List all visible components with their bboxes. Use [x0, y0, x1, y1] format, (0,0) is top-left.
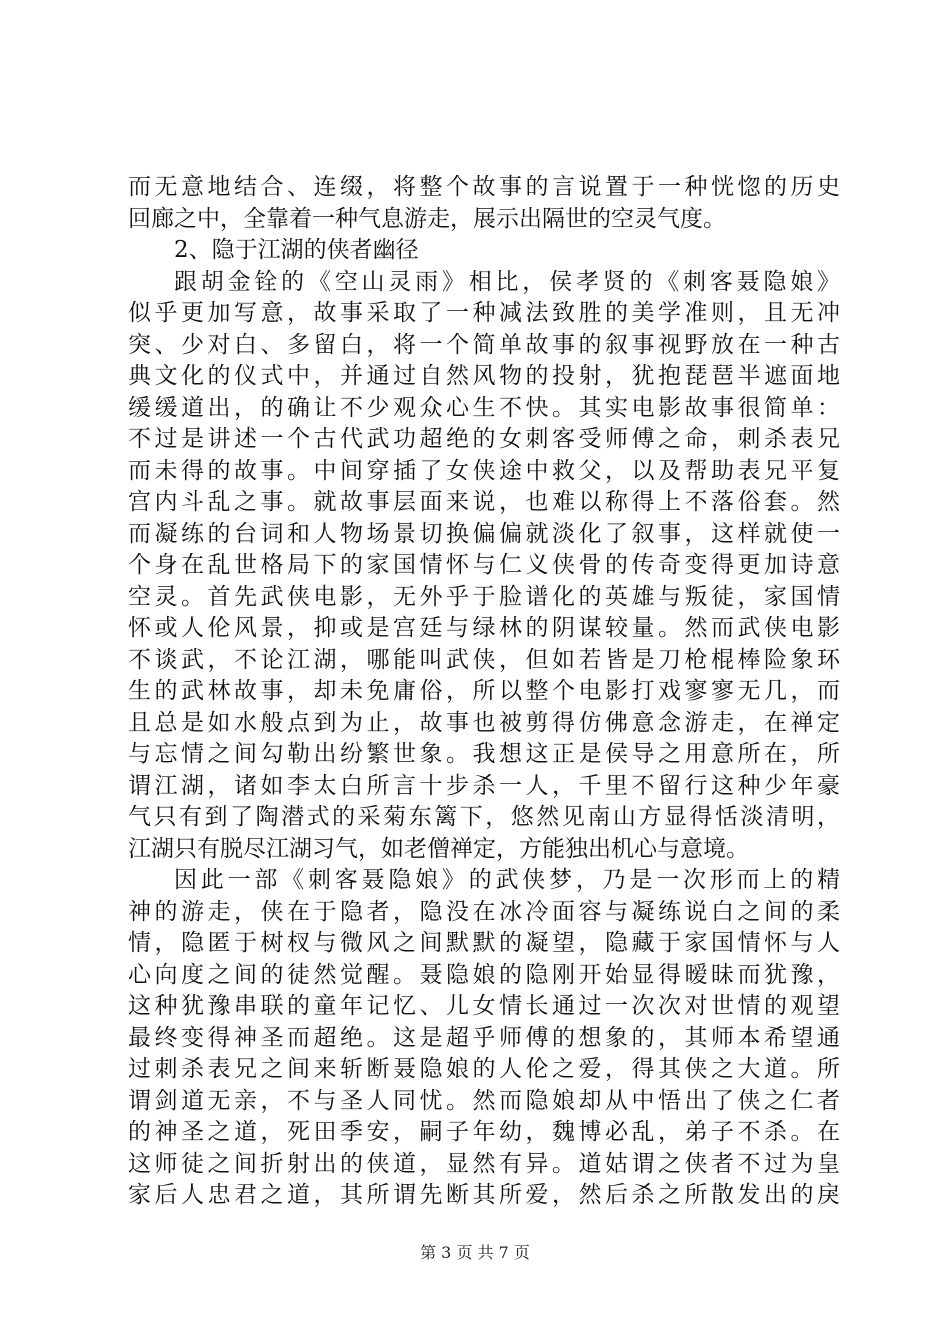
text-line: 跟胡金铨的《空山灵雨》相比，侯孝贤的《刺客聂隐娘》 — [174, 268, 840, 295]
text-line: 气只有到了陶潜式的采菊东篱下，悠然见南山方显得恬淡清明， — [128, 804, 840, 830]
text-line: 这师徒之间折射出的侠道，显然有异。道姑谓之侠者不过为皇 — [128, 1150, 840, 1177]
text-line: 过刺杀表兄之间来斩断聂隐娘的人伦之爱，得其侠之大道。所 — [128, 1056, 840, 1082]
text-line: 而凝练的台词和人物场景切换偏偏就淡化了叙事，这样就使一 — [128, 520, 840, 547]
text-line: 而无意地结合、连缀，将整个故事的言说置于一种恍惚的历史 — [128, 174, 840, 200]
text-line: 家后人忠君之道，其所谓先断其所爱，然后杀之所散发出的戾 — [128, 1182, 840, 1208]
text-line: 个身在乱世格局下的家国情怀与仁义侠骨的传奇变得更加诗意 — [128, 552, 840, 578]
text-line: 谓江湖，诸如李太白所言十步杀一人，千里不留行这种少年豪 — [128, 772, 840, 799]
text-line: 生的武林故事，却未免庸俗，所以整个电影打戏寥寥无几，而 — [128, 678, 840, 704]
body-text — [128, 172, 840, 1212]
text-line: 回廊之中，全靠着一种气息游走，展示出隔世的空灵气度。 — [128, 205, 726, 232]
text-line: 典文化的仪式中，并通过自然风物的投射，犹抱琵琶半遮面地 — [128, 363, 840, 389]
text-line: 宫内斗乱之事。就故事层面来说，也难以称得上不落俗套。然 — [128, 489, 840, 515]
page-number-footer: 第 3 页 共 7 页 — [420, 1243, 530, 1262]
text-line: 突、少对白、多留白，将一个简单故事的叙事视野放在一种古 — [128, 331, 840, 358]
text-line: 心向度之间的徒然觉醒。聂隐娘的隐刚开始显得暧昧而犹豫， — [128, 961, 840, 988]
section-heading: 2、隐于江湖的侠者幽径 — [174, 237, 419, 263]
text-line: 谓剑道无亲，不与圣人同忧。然而隐娘却从中悟出了侠之仁者 — [128, 1087, 840, 1114]
text-line: 因此一部《刺客聂隐娘》的武侠梦，乃是一次形而上的精 — [174, 867, 840, 893]
text-line: 不过是讲述一个古代武功超绝的女刺客受师傅之命，刺杀表兄 — [128, 426, 840, 452]
text-line: 而未得的故事。中间穿插了女侠途中救父，以及帮助表兄平复 — [128, 457, 840, 484]
text-line: 江湖只有脱尽江湖习气，如老僧禅定，方能独出机心与意境。 — [128, 835, 749, 862]
text-line: 的神圣之道，死田季安，嗣子年幼，魏博必乱，弟子不杀。在 — [128, 1119, 840, 1145]
text-line: 缓缓道出，的确让不少观众心生不快。其实电影故事很简单： — [128, 394, 840, 421]
text-line: 似乎更加写意，故事采取了一种减法致胜的美学准则，且无冲 — [128, 300, 840, 326]
text-line: 不谈武，不论江湖，哪能叫武侠，但如若皆是刀枪棍棒险象环 — [128, 646, 840, 673]
text-line: 且总是如水般点到为止，故事也被剪得仿佛意念游走，在禅定 — [128, 709, 840, 736]
text-line: 空灵。首先武侠电影，无外乎于脸谱化的英雄与叛徒，家国情 — [128, 583, 840, 610]
text-line: 怀或人伦风景，抑或是宫廷与绿林的阴谋较量。然而武侠电影 — [128, 615, 840, 641]
text-line: 最终变得神圣而超绝。这是超乎师傅的想象的，其师本希望通 — [128, 1024, 840, 1051]
text-line: 这种犹豫串联的童年记忆、儿女情长通过一次次对世情的观望 — [128, 993, 840, 1019]
text-line: 神的游走，侠在于隐者，隐没在冰冷面容与凝练说白之间的柔 — [128, 898, 840, 925]
text-line: 情，隐匿于树杈与微风之间默默的凝望，隐藏于家国情怀与人 — [128, 930, 840, 956]
text-line: 与忘情之间勾勒出纷繁世象。我想这正是侯导之用意所在，所 — [128, 741, 840, 767]
